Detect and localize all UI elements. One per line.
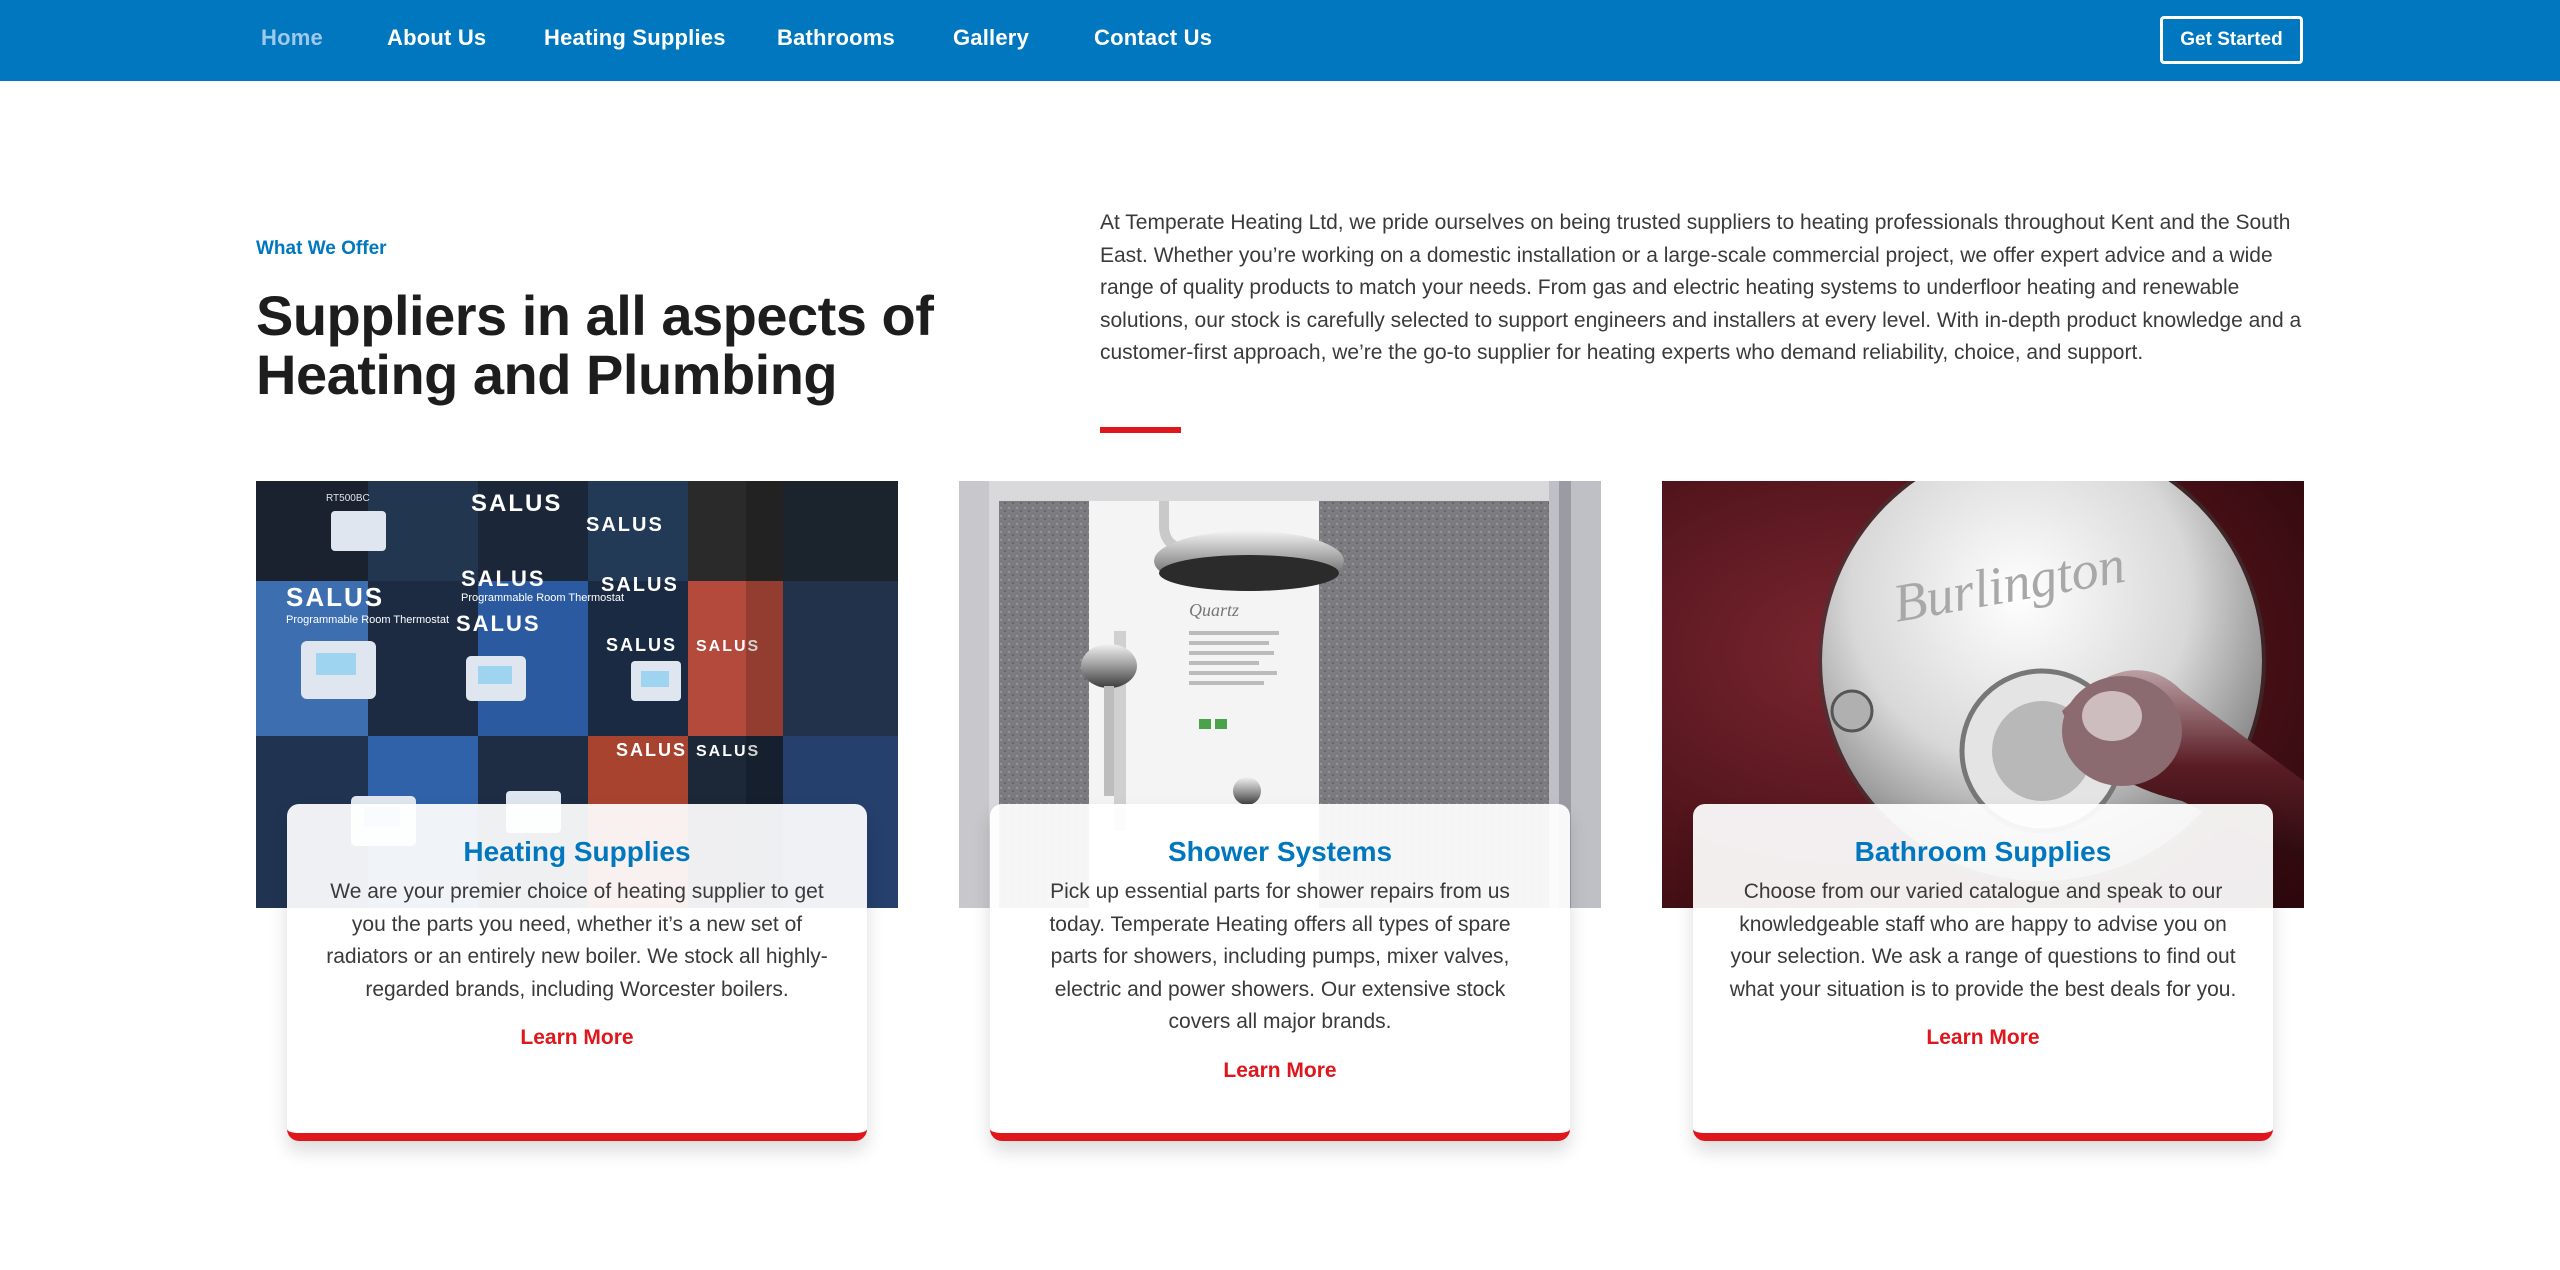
- shower-brand-label: Quartz: [1189, 600, 1240, 620]
- box-brand-label: SALUS: [601, 574, 679, 596]
- service-card-bathroom: [1662, 481, 2304, 1141]
- card-description: We are your premier choice of heating supplier to get you the parts you need, whether it’s a new set of radiators or an entirely new boiler. We stock all highly-regarded brands, including Worcester boilers.: [326, 880, 828, 1001]
- get-started-button[interactable]: Get Started: [2160, 16, 2303, 64]
- tap-brand-label: Burlington: [1888, 533, 2130, 634]
- service-card-heating: [256, 481, 898, 1141]
- learn-more-link[interactable]: Learn More: [520, 1026, 634, 1049]
- box-brand-label: SALUS: [696, 743, 761, 760]
- service-card-content: [1693, 804, 2273, 1141]
- card-title: Bathroom Supplies: [1854, 836, 2112, 867]
- box-brand-label: SALUS: [471, 490, 563, 517]
- box-brand-label: SALUS: [696, 638, 761, 655]
- nav-heating-supplies-link[interactable]: Heating Supplies: [544, 25, 726, 50]
- section-eyebrow: What We Offer: [256, 238, 387, 259]
- nav-home-link[interactable]: Home: [261, 25, 323, 50]
- nav-bathrooms-link[interactable]: Bathrooms: [777, 25, 895, 50]
- box-product-label: Programmable Room Thermostat: [286, 614, 450, 626]
- learn-more-link[interactable]: Learn More: [1926, 1026, 2040, 1049]
- intro-paragraph: At Temperate Heating Ltd, we pride ourselves on being trusted suppliers to heating professionals throughout Kent and the South East. Whether you’re working on a domestic installation or a large-scale commercial project, we offer expert advice and a wide range of quality products to match your needs. From gas and electric heating systems to underfloor heating and renewable solutions, our stock is carefully selected to support engineers and installers at every level. With in-depth product knowledge and a customer-first approach, we’re the go-to supplier for heating experts who demand reliability, choice, and support.: [1100, 211, 2302, 364]
- box-product-label: Programmable Room Thermostat: [461, 592, 625, 604]
- card-description: Pick up essential parts for shower repairs from us today. Temperate Heating offers all types of spare parts for showers, including pumps, mixer valves, electric and power showers. Our extensive stock covers all major brands.: [1049, 880, 1511, 1033]
- box-brand-label: SALUS: [461, 566, 546, 591]
- nav-about-link[interactable]: About Us: [387, 25, 487, 50]
- section-heading: Suppliers in all aspects of Heating and Plumbing: [256, 284, 934, 406]
- box-model-label: RT500BC: [326, 493, 370, 504]
- service-card-content: [287, 804, 867, 1141]
- box-brand-label: SALUS: [616, 740, 688, 760]
- box-brand-label: SALUS: [606, 635, 678, 655]
- nav-contact-link[interactable]: Contact Us: [1094, 25, 1213, 50]
- box-brand-label: SALUS: [286, 582, 385, 612]
- box-brand-label: SALUS: [456, 611, 541, 636]
- card-title: Heating Supplies: [463, 836, 691, 867]
- card-description: Choose from our varied catalogue and speak to our knowledgeable staff who are happy to advise you on your selection. We ask a range of questions to find out what your situation is to provide the best deals for you.: [1729, 880, 2237, 1001]
- nav-gallery-link[interactable]: Gallery: [953, 25, 1030, 50]
- service-card-shower: [959, 481, 1601, 1141]
- accent-divider: [1100, 427, 1181, 433]
- learn-more-link[interactable]: Learn More: [1223, 1058, 1337, 1082]
- box-brand-label: SALUS: [586, 514, 664, 536]
- card-title: Shower Systems: [1167, 836, 1393, 867]
- top-navbar: [0, 0, 2560, 81]
- service-card-content: [990, 804, 1570, 1141]
